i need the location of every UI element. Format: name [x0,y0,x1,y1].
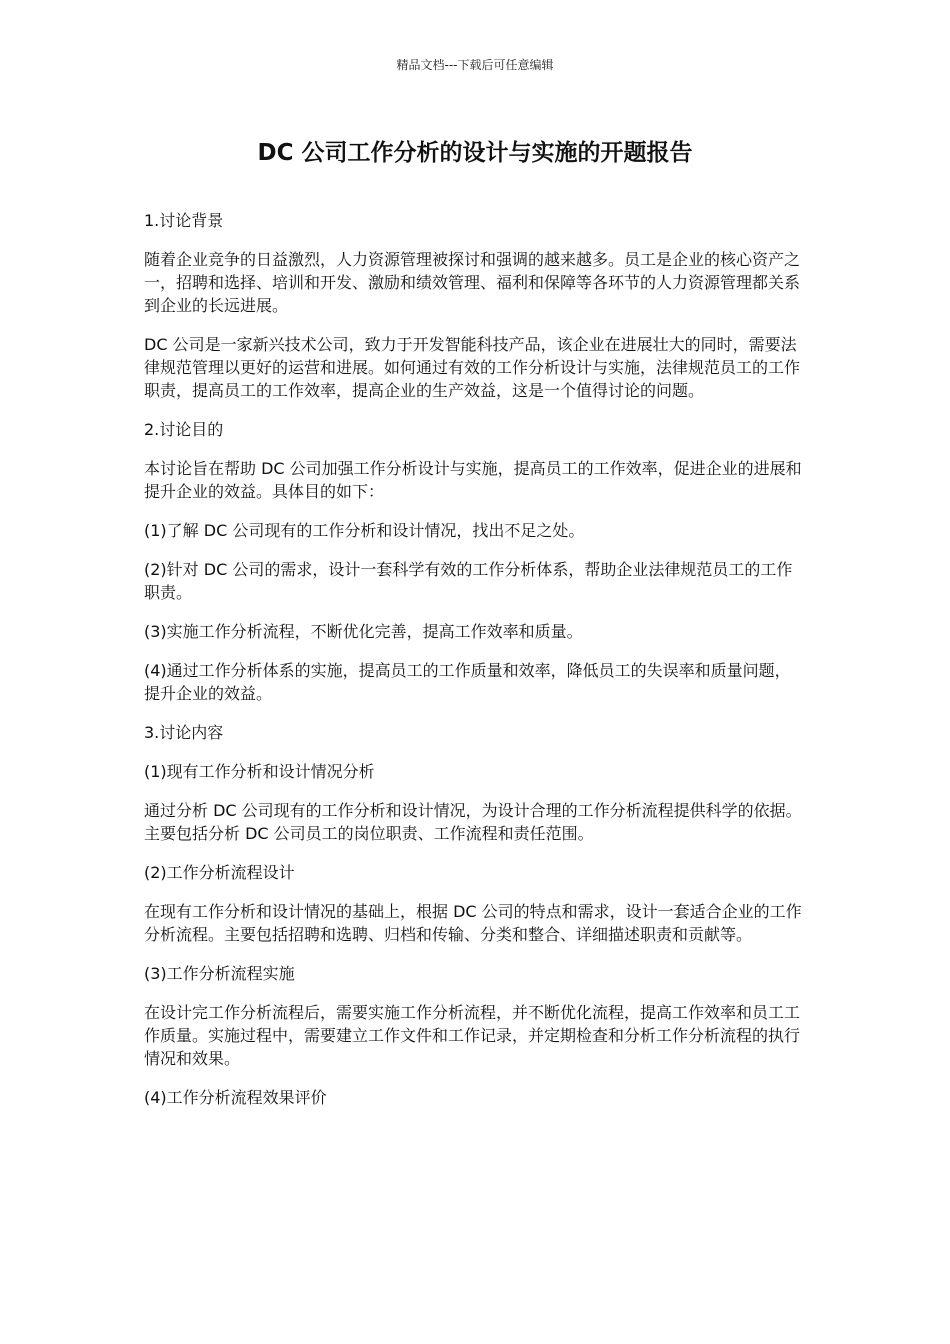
body-paragraph: 通过分析 DC 公司现有的工作分析和设计情况，为设计合理的工作分析流程提供科学的依据。主要包括分析 DC 公司员工的岗位职责、工作流程和责任范围。 [144,801,802,843]
document-title: DC 公司工作分析的设计与实施的开题报告 [257,140,693,166]
body-paragraph: 随着企业竞争的日益激烈，人力资源管理被探讨和强调的越来越多。员工是企业的核心资产之一，招聘和选择、培训和开发、激励和绩效管理、福利和保障等各环节的人力资源管理都关系到企业的长远进展。 [144,250,801,315]
header-note: 精品文档---下载后可任意编辑 [396,58,554,72]
subsection-heading: (2)工作分析流程设计 [144,863,295,882]
body-paragraph: DC 公司是一家新兴技术公司，致力于开发智能科技产品，该企业在进展壮大的同时，需要法律规范管理以更好的运营和进展。如何通过有效的工作分析设计与实施，法律规范员工的工作职责，提高员工的工作效率，提高企业的生产效益，这是一个值得讨论的问题。 [144,335,801,400]
subsection-heading: (3)工作分析流程实施 [144,964,295,983]
list-item: (2)针对 DC 公司的需求，设计一套科学有效的工作分析体系，帮助企业法律规范员工的工作职责。 [144,560,793,602]
section-heading-background: 1.讨论背景 [144,211,224,230]
document-body [144,209,804,1125]
section-heading-purpose: 2.讨论目的 [144,420,224,439]
list-item: (1)了解 DC 公司现有的工作分析和设计情况，找出不足之处。 [144,521,585,540]
body-paragraph: 在现有工作分析和设计情况的基础上，根据 DC 公司的特点和需求，设计一套适合企业的工作分析流程。主要包括招聘和选聘、归档和传输、分类和整合、详细描述职责和贡献等。 [144,902,802,944]
list-item: (4)通过工作分析体系的实施，提高员工的工作质量和效率，降低员工的失误率和质量问题，提升企业的效益。 [144,661,791,703]
subsection-heading: (4)工作分析流程效果评价 [144,1088,327,1107]
section-heading-content: 3.讨论内容 [144,723,224,742]
body-paragraph: 在设计完工作分析流程后，需要实施工作分析流程，并不断优化流程，提高工作效率和员工工作质量。实施过程中，需要建立工作文件和工作记录，并定期检查和分析工作分析流程的执行情况和效果。 [144,1003,801,1068]
subsection-heading: (1)现有工作分析和设计情况分析 [144,762,375,781]
body-paragraph: 本讨论旨在帮助 DC 公司加强工作分析设计与实施，提高员工的工作效率，促进企业的进展和提升企业的效益。具体目的如下： [144,459,802,501]
list-item: (3)实施工作分析流程，不断优化完善，提高工作效率和质量。 [144,622,583,641]
